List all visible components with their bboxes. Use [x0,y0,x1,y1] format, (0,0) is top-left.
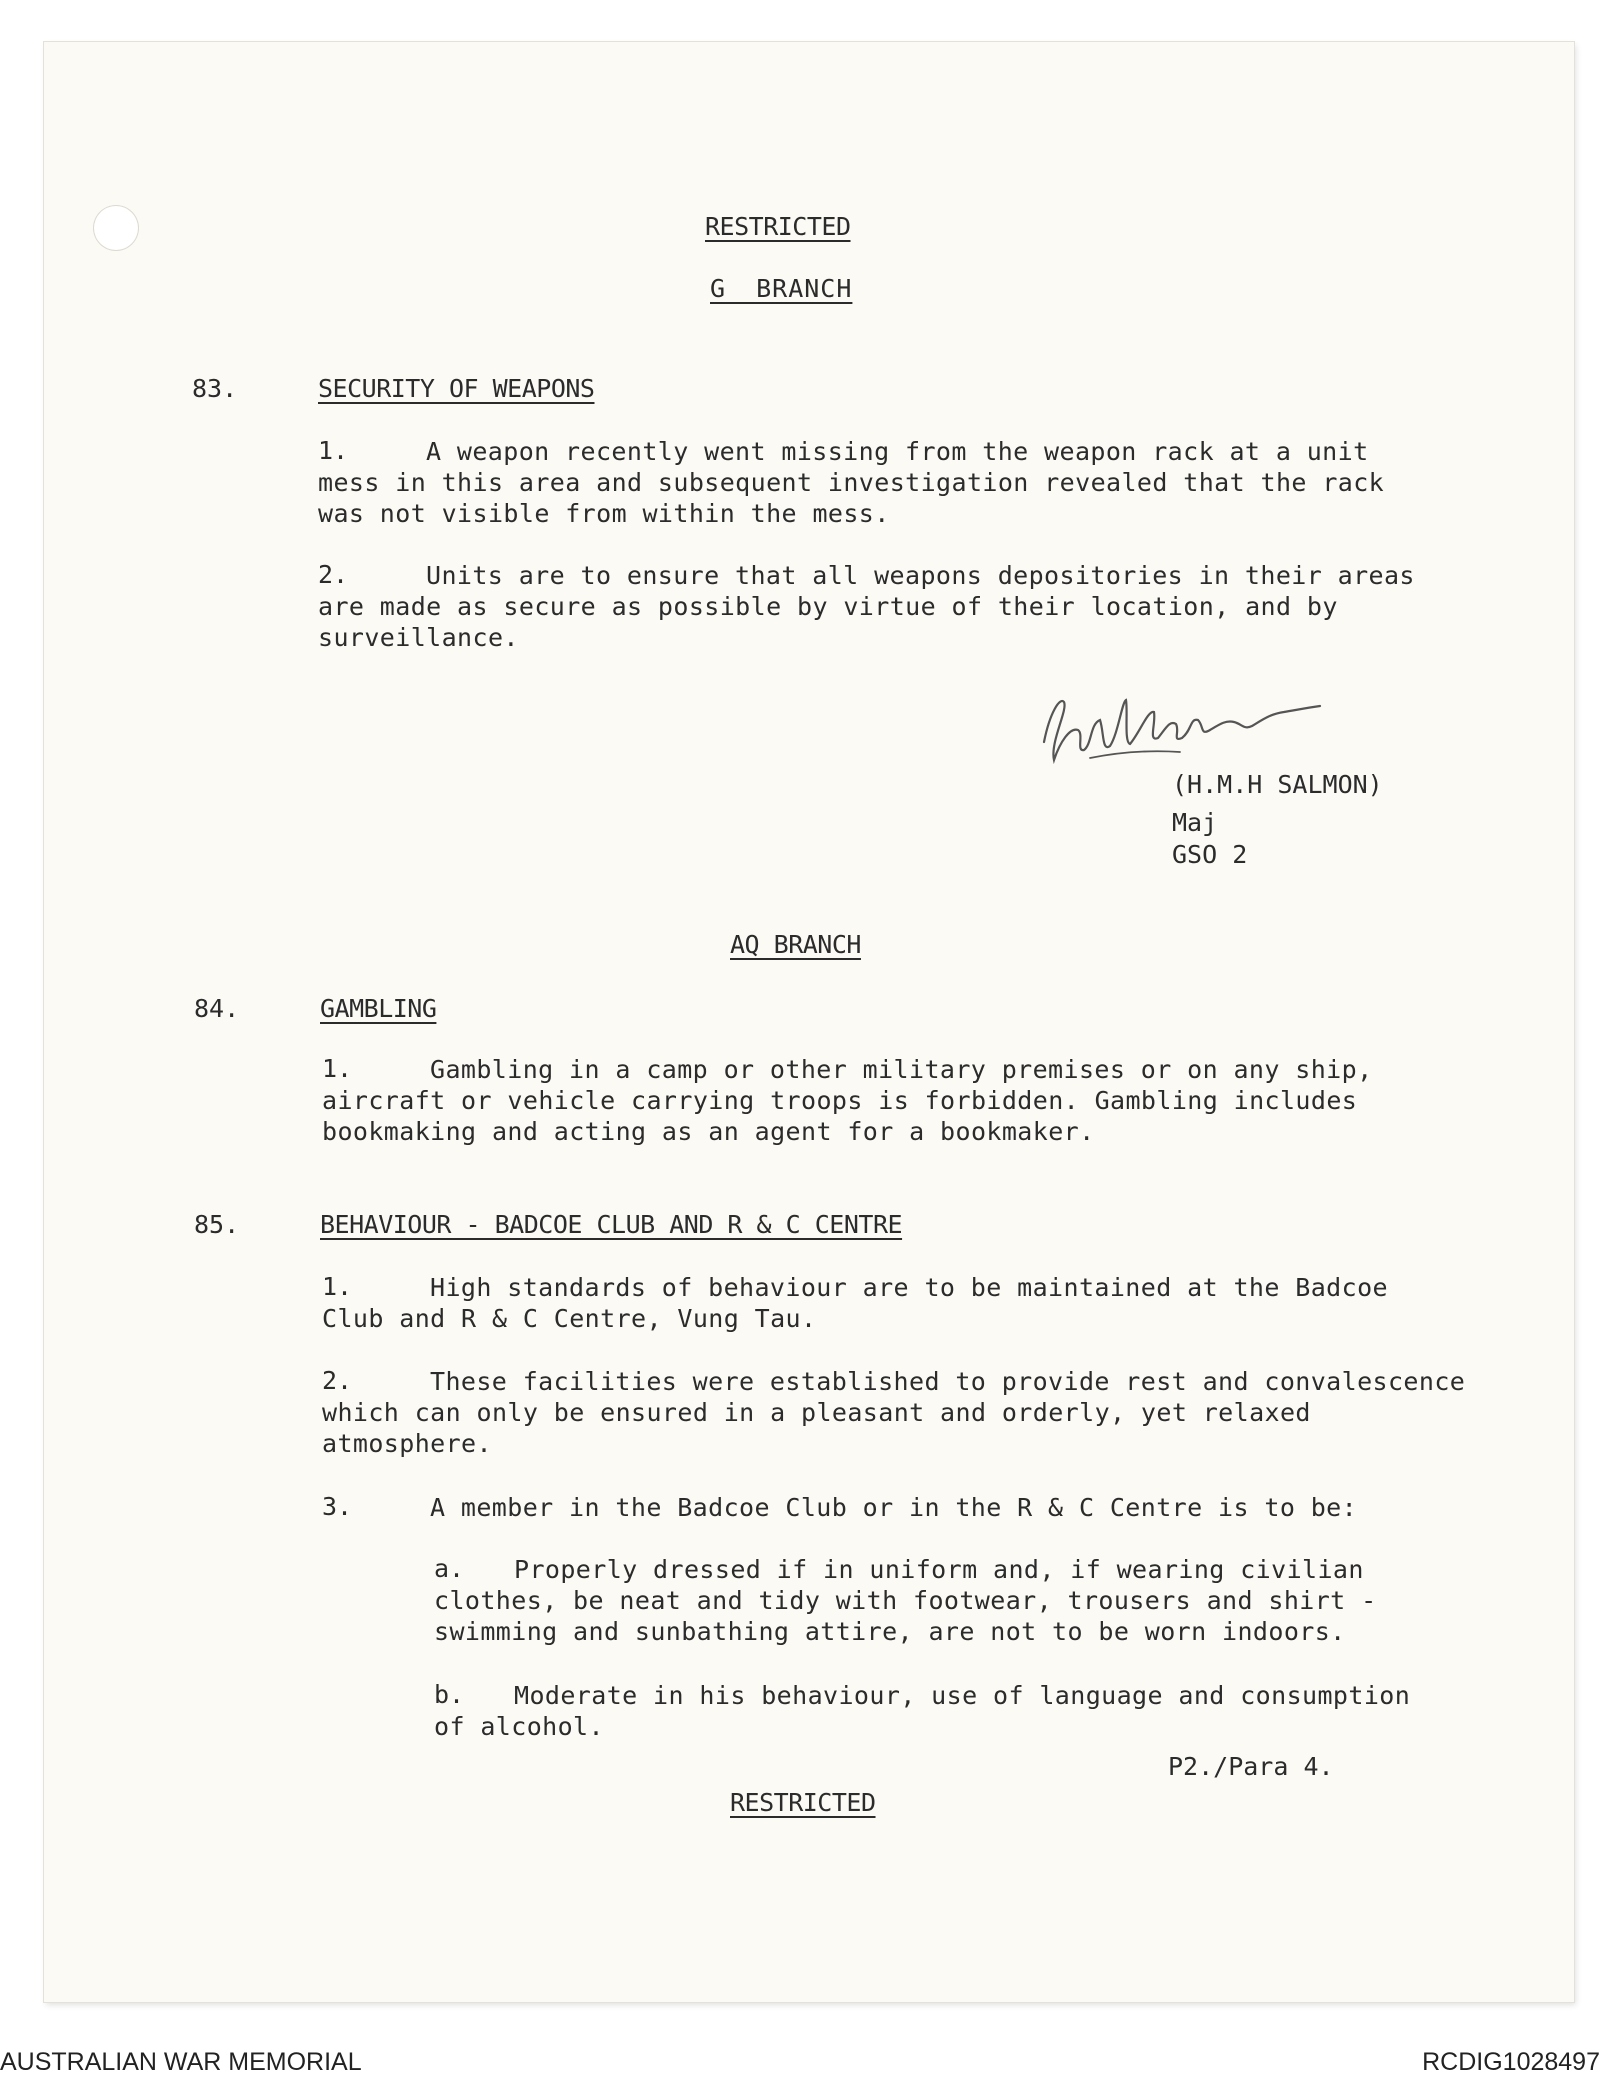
paragraph-label: 3. [322,1492,353,1521]
paragraph-label: 1. [318,436,349,465]
continuation-reference: P2./Para 4. [1168,1752,1334,1781]
subparagraph-label: b. [434,1680,465,1709]
paragraph-85-2: These facilities were established to provide rest and convalescence which can only be ensured in a pleasant and orderly, yet relaxed atmosphere. [322,1367,1466,1458]
paragraph-label: 2. [322,1366,353,1395]
archive-footer-left: AUSTRALIAN WAR MEMORIAL [0,2048,362,2076]
paragraph-label: 1. [322,1054,353,1083]
classification-bottom: RESTRICTED [730,1788,876,1817]
paragraph-83-2: Units are to ensure that all weapons depositories in their areas are made as secure as possible by virtue of their location, and by surveillance. [318,561,1415,652]
item-number-85: 85. [194,1210,240,1239]
paragraph-83-1: A weapon recently went missing from the weapon rack at a unit mess in this area and subsequent investigation revealed that the rack was not visible from within the mess. [318,437,1385,528]
item-number-84: 84. [194,994,240,1023]
item-heading-behaviour: BEHAVIOUR - BADCOE CLUB AND R & C CENTRE [320,1210,903,1239]
subparagraph-label: a. [434,1554,465,1583]
signatory-name: (H.M.H SALMON) [1172,770,1383,799]
item-heading-gambling: GAMBLING [320,994,437,1023]
paragraph-label: 2. [318,560,349,589]
handwritten-signature [1030,672,1350,782]
paragraph-85-3: A member in the Badcoe Club or in the R & C Centre is to be: [430,1493,1358,1522]
branch-aq-heading: AQ BRANCH [730,930,861,959]
signatory-rank: Maj [1172,808,1218,837]
subparagraph-85-3-b: Moderate in his behaviour, use of language and consumption of alcohol. [434,1681,1411,1741]
signatory-appointment: GSO 2 [1172,840,1248,869]
branch-g-heading: G BRANCH [710,274,853,303]
classification-top: RESTRICTED [705,212,851,241]
subparagraph-85-3-a: Properly dressed if in uniform and, if wearing civilian clothes, be neat and tidy with footwear, trousers and shirt - swimming and sunbathing attire, are not to be worn indoors. [434,1555,1377,1646]
archive-footer-right: RCDIG1028497 [1422,2048,1600,2076]
paragraph-84-1: Gambling in a camp or other military premises or on any ship, aircraft or vehicle carrying troops is forbidden. Gambling includes bookmaking and acting as an agent for a bookmaker. [322,1055,1373,1146]
paragraph-label: 1. [322,1272,353,1301]
item-number-83: 83. [192,374,238,403]
item-heading-security-of-weapons: SECURITY OF WEAPONS [318,374,595,403]
paragraph-85-1: High standards of behaviour are to be maintained at the Badcoe Club and R & C Centre, Vung Tau. [322,1273,1388,1333]
punch-hole [93,205,139,251]
